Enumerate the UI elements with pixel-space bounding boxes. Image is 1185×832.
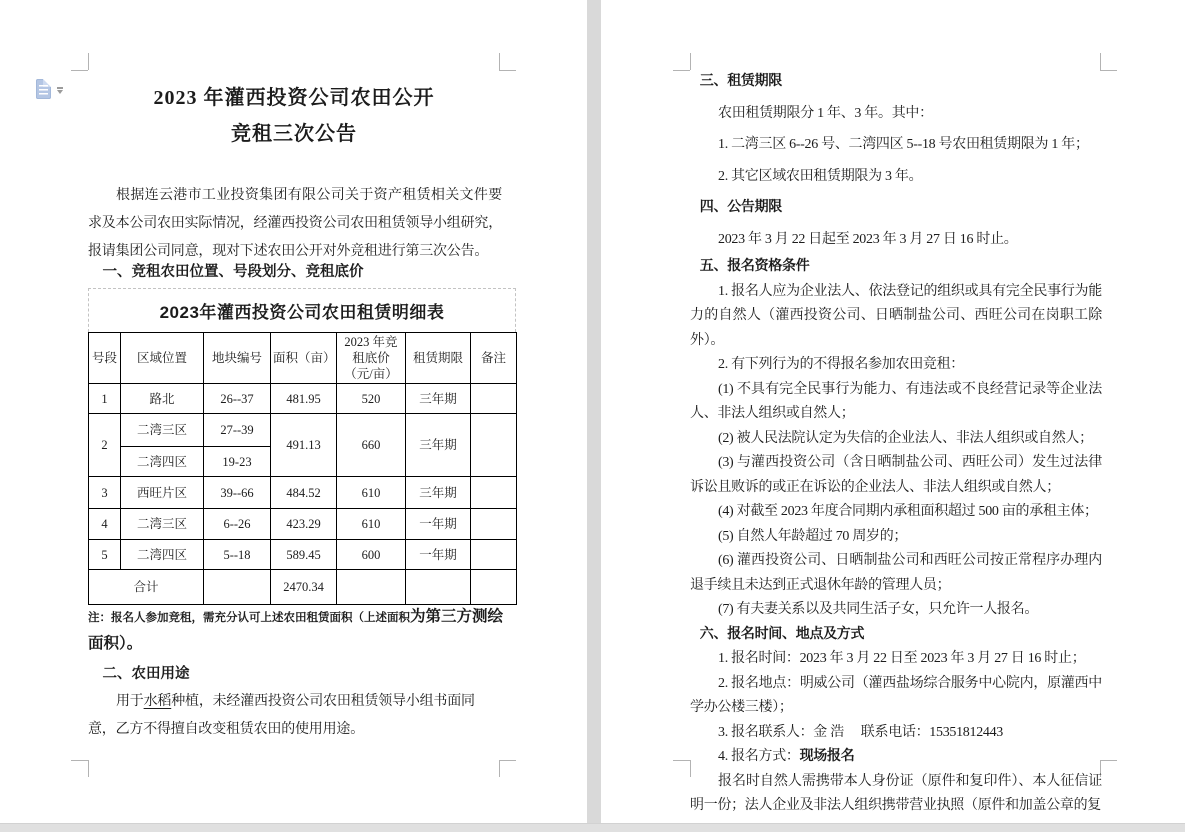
paragraph: 2. 报名地点：明威公司（灌西盐场综合服务中心院内，原灌西中学办公楼三楼）； xyxy=(690,675,1102,715)
cell: 二湾四区 xyxy=(121,540,204,570)
table-row xyxy=(89,384,517,414)
cell xyxy=(471,509,517,540)
cell: 610 xyxy=(337,477,406,509)
col-header: 地块编号 xyxy=(204,333,271,384)
cell: 520 xyxy=(337,384,406,414)
text-boundary-mark xyxy=(1100,760,1117,761)
cell: 660 xyxy=(337,414,406,477)
cell xyxy=(471,540,517,570)
cell: 481.95 xyxy=(271,384,337,414)
cell: 1 xyxy=(89,384,121,414)
cell: 二湾三区 xyxy=(121,509,204,540)
cell xyxy=(337,570,406,605)
signup-method-prefix: 4. 报名方式： xyxy=(718,749,800,764)
text-boundary-mark xyxy=(499,70,516,71)
cell xyxy=(471,570,517,605)
section-3-heading: 三、租赁期限 xyxy=(699,74,782,89)
usage-rest: 种植，未经灌西投资公司农田租赁领导小组书面同意，乙方不得擅自改变租赁农田的使用用途。 xyxy=(88,694,475,737)
table-footnote xyxy=(88,604,512,657)
paragraph: 1. 报名时间：2023 年 3 月 22 日至 2023 年 3 月 27 日 16 时止； xyxy=(718,651,1086,666)
text-boundary-mark xyxy=(499,53,500,70)
window-background-strip xyxy=(0,823,1185,832)
table-header-row xyxy=(89,333,517,384)
signup-method-bold: 现场报名 xyxy=(799,749,855,764)
paragraph: (6) 灌西投资公司、日晒制盐公司和西旺公司按正常程序办理内退手续且未达到正式退休年龄的管理人员； xyxy=(690,553,1102,593)
cell: 三年期 xyxy=(406,477,471,509)
col-header: 租赁期限 xyxy=(406,333,471,384)
text-boundary-mark xyxy=(71,760,88,761)
cell: 3 xyxy=(89,477,121,509)
cell xyxy=(471,414,517,477)
paragraph: 报名时自然人需携带本人身份证（原件和复印件）、本人征信证明一份；法人企业及非法人组织携带营业执照（原件和加盖公章的复 xyxy=(690,773,1102,813)
cell: 27--39 xyxy=(204,414,271,447)
text-boundary-mark xyxy=(673,70,690,71)
usage-underlined-term: 水稻 xyxy=(143,694,172,709)
section-6-heading: 六、报名时间、地点及方式 xyxy=(699,626,865,642)
cell: 39--66 xyxy=(204,477,271,509)
cell: 西旺片区 xyxy=(121,477,204,509)
cell: 路北 xyxy=(121,384,204,414)
paragraph: (2) 被人民法院认定为失信的企业法人、非法人组织或自然人； xyxy=(718,430,1093,446)
cell: 19-23 xyxy=(204,447,271,477)
document-title-line2: 竞租三次公告 xyxy=(231,123,357,145)
page-gap xyxy=(587,0,601,823)
cell: 三年期 xyxy=(406,384,471,414)
cell xyxy=(471,384,517,414)
table-row xyxy=(89,540,517,570)
farmland-rent-table xyxy=(88,332,517,605)
cell: 26--37 xyxy=(204,384,271,414)
chevron-down-icon[interactable] xyxy=(56,87,64,95)
paragraph: (7) 有夫妻关系以及共同生活子女，只允许一人报名。 xyxy=(718,602,1039,617)
text-boundary-mark xyxy=(1100,70,1117,71)
usage-prefix: 用于 xyxy=(116,694,144,709)
cell xyxy=(204,570,271,605)
text-boundary-mark xyxy=(673,760,690,761)
paragraph: (4) 对截至 2023 年度合同期内承租面积超过 500 亩的承租主体； xyxy=(718,504,1098,519)
col-header: 区域位置 xyxy=(121,333,204,384)
cell: 610 xyxy=(337,509,406,540)
paragraph: 2. 有下列行为的不得报名参加农田竞租： xyxy=(718,357,964,372)
section-2-heading: 二、农田用途 xyxy=(102,666,190,682)
text-boundary-mark xyxy=(88,53,89,70)
paragraph: (1) 不具有完全民事行为能力、有违法或不良经营记录等企业法人、非法人组织或自然人； xyxy=(690,381,1102,421)
cell: 589.45 xyxy=(271,540,337,570)
section-4-heading: 四、公告期限 xyxy=(699,200,782,215)
cell: 423.29 xyxy=(271,509,337,540)
section-5-heading: 五、报名资格条件 xyxy=(699,259,810,274)
table-title: 2023年灌西投资公司农田租赁明细表 xyxy=(159,303,445,322)
paragraph: 3. 报名联系人：金 浩 联系电话：15351812443 xyxy=(718,724,1003,740)
paragraph: 1. 报名人应为企业法人、依法登记的组织或具有完全民事行为能力的自然人（灌西投资公司、日晒制盐公司、西旺公司在岗职工除外）。 xyxy=(690,283,1102,348)
cell: 6--26 xyxy=(204,509,271,540)
cell: 2 xyxy=(89,414,121,477)
cell: 600 xyxy=(337,540,406,570)
cell: 一年期 xyxy=(406,509,471,540)
section-1-heading: 一、竞租农田位置、号段划分、竞租底价 xyxy=(102,264,364,280)
cell xyxy=(406,570,471,605)
text-boundary-mark xyxy=(690,53,691,70)
cell: 二湾四区 xyxy=(121,447,204,477)
page-2-body xyxy=(690,70,1102,819)
cell: 5 xyxy=(89,540,121,570)
table-row xyxy=(89,414,517,447)
cell: 4 xyxy=(89,509,121,540)
cell: 三年期 xyxy=(406,414,471,477)
usage-paragraph xyxy=(88,688,502,744)
text-boundary-mark xyxy=(1100,53,1101,70)
col-header: 号段 xyxy=(89,333,121,384)
footnote-emphasis-text: 为第三方测绘面积）。 xyxy=(88,608,504,652)
text-boundary-mark xyxy=(88,760,89,777)
cell-total-label: 合计 xyxy=(89,570,204,605)
document-title xyxy=(88,80,500,152)
table-total-row xyxy=(89,570,517,605)
intro-paragraph: 根据连云港市工业投资集团有限公司关于资产租赁相关文件要求及本公司农田实际情况，经灌西投资公司农田租赁领导小组研究，报请集团公司同意，现对下述农田公开对外竞租进行第三次公告。 xyxy=(88,188,502,259)
table-title-box xyxy=(88,288,516,332)
paragraph: 2023 年 3 月 22 日起至 2023 年 3 月 27 日 16 时止。 xyxy=(718,231,1018,247)
paste-clipboard-icon xyxy=(36,79,51,99)
footnote-small-text: 注：报名人参加竞租，需充分认可上述农田租赁面积（上述面积 xyxy=(88,612,410,624)
col-header: 面积（亩） xyxy=(271,333,337,384)
cell: 491.13 xyxy=(271,414,337,477)
paragraph: 2. 其它区域农田租赁期限为 3 年。 xyxy=(718,168,923,184)
cell: 二湾三区 xyxy=(121,414,204,447)
table-row xyxy=(89,477,517,509)
paragraph: 1. 二湾三区 6--26 号、二湾四区 5--18 号农田租赁期限为 1 年； xyxy=(718,137,1089,152)
text-boundary-mark xyxy=(499,760,500,777)
cell: 5--18 xyxy=(204,540,271,570)
col-header: 备注 xyxy=(471,333,517,384)
cell: 484.52 xyxy=(271,477,337,509)
text-boundary-mark xyxy=(499,760,516,761)
document-title-line1: 2023 年灌西投资公司农田公开 xyxy=(153,87,435,109)
paragraph: 农田租赁期限分 1 年、3 年。其中： xyxy=(718,105,933,121)
cell-total-size: 2470.34 xyxy=(271,570,337,605)
paragraph: (3) 与灌西投资公司（含日晒制盐公司、西旺公司）发生过法律诉讼且败诉的或正在诉讼的企业法人、非法人组织或自然人； xyxy=(690,455,1102,495)
table-row xyxy=(89,509,517,540)
cell xyxy=(471,477,517,509)
paragraph: (5) 自然人年龄超过 70 周岁的； xyxy=(718,528,908,544)
signup-method-paragraph xyxy=(690,745,1102,770)
cell: 一年期 xyxy=(406,540,471,570)
paste-options-button[interactable] xyxy=(34,78,68,100)
text-boundary-mark xyxy=(71,70,88,71)
col-header: 2023 年竞租底价（元/亩） xyxy=(337,333,406,384)
